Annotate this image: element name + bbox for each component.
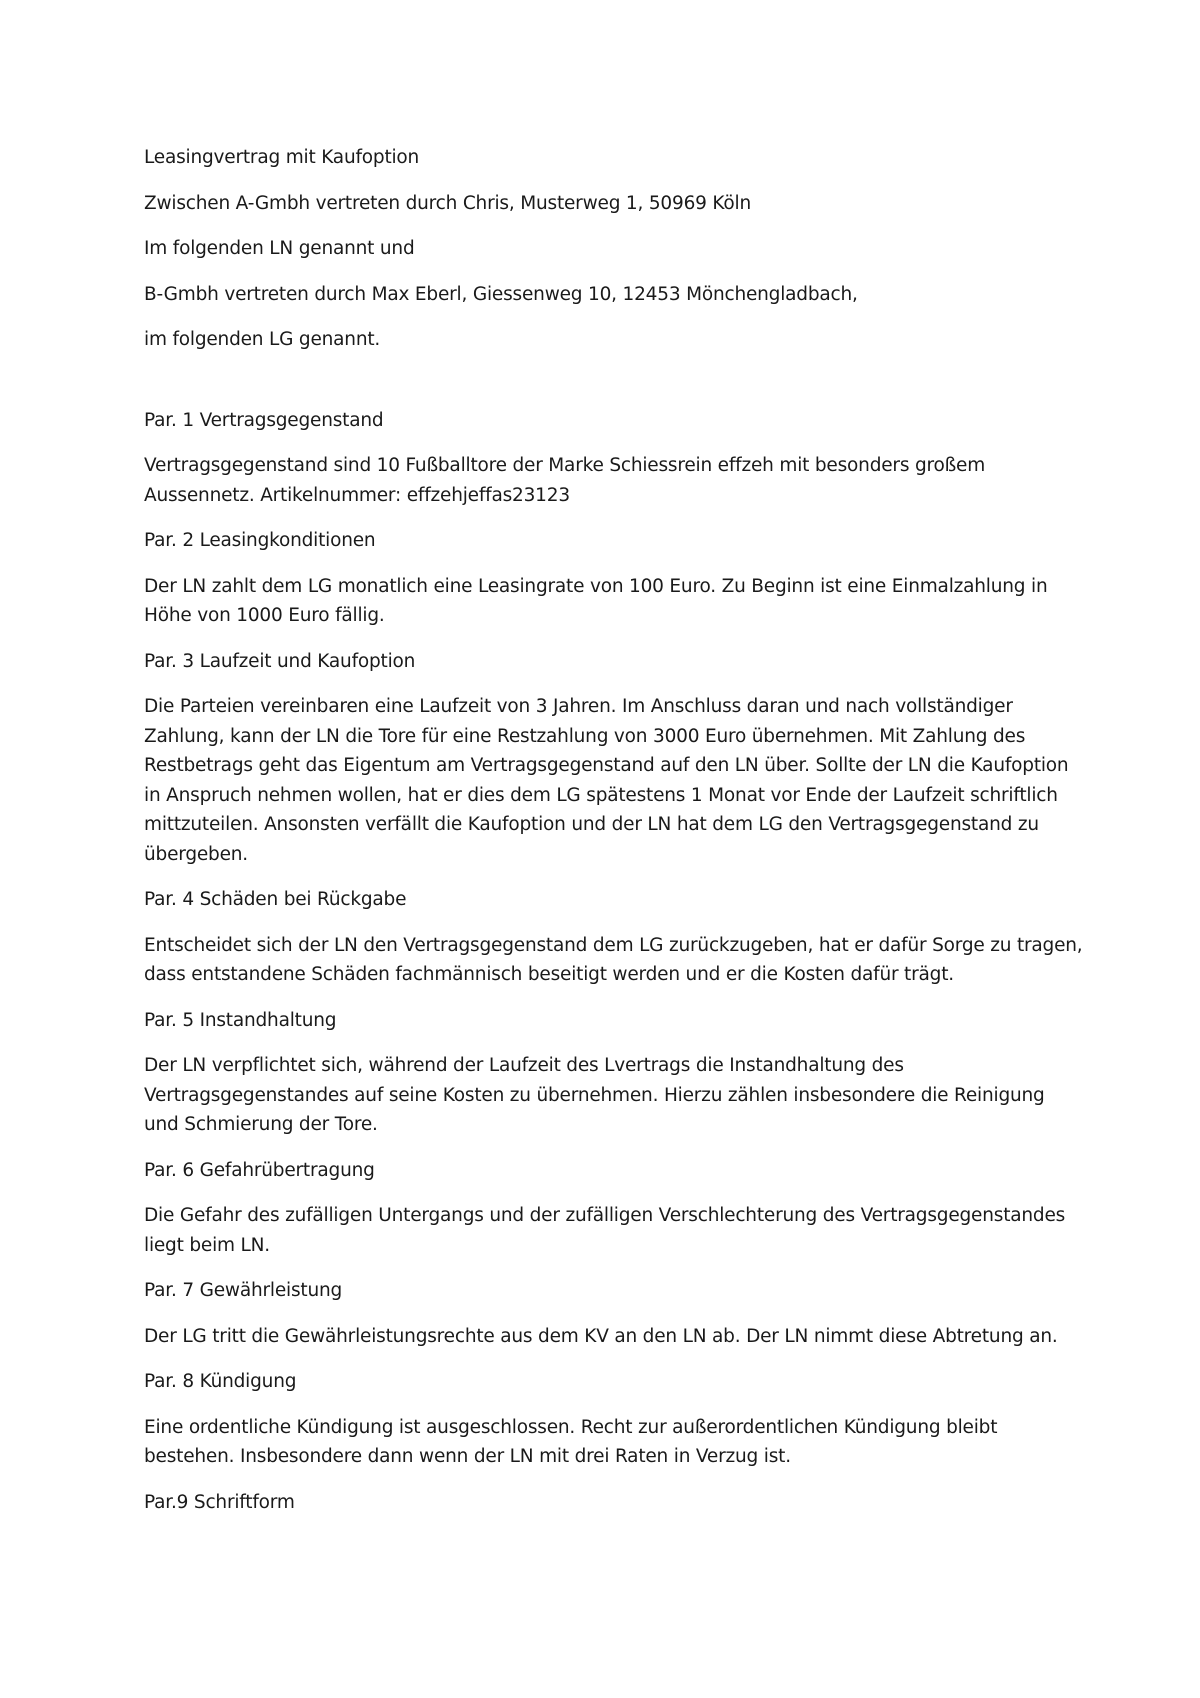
section-body bbox=[144, 451, 1064, 510]
section-heading: Par. 6 Gefahrübertragung bbox=[144, 1159, 375, 1181]
section-body-line: Restbetrags geht das Eigentum am Vertragsgegenstand auf den LN über. Sollte der LN die Kaufoption bbox=[144, 755, 1069, 776]
party-b-role-line: im folgenden LG genannt. bbox=[144, 329, 381, 350]
section-body-line: liegt beim LN. bbox=[144, 1234, 270, 1256]
section-body-line: Der LG tritt die Gewährleistungsrechte aus dem KV an den LN ab. Der LN nimmt diese Abtretung an. bbox=[144, 1325, 1058, 1347]
section-body bbox=[144, 1051, 1064, 1140]
section-body-line: Der LN zahlt dem LG monatlich eine Leasingrate von 100 Euro. Zu Beginn ist eine Einmalzahlung in bbox=[144, 575, 1048, 597]
section-heading: Par. 2 Leasingkonditionen bbox=[144, 530, 376, 551]
section-body bbox=[144, 1413, 1064, 1472]
section-body-line: mittzuteilen. Ansonsten verfällt die Kaufoption und der LN hat dem LG den Vertragsgegenstand zu bbox=[144, 814, 1039, 835]
section-heading: Par. 3 Laufzeit und Kaufoption bbox=[144, 650, 416, 672]
section-body-line: in Anspruch nehmen wollen, hat er dies dem LG spätestens 1 Monat vor Ende der Laufzeit schriftlich bbox=[144, 784, 1058, 806]
section-body-line: übergeben. bbox=[144, 843, 248, 865]
section-body-line: Aussennetz. Artikelnummer: effzehjeffas23123 bbox=[144, 484, 570, 506]
section-body-line: Zahlung, kann der LN die Tore für eine Restzahlung von 3000 Euro übernehmen. Mit Zahlung des bbox=[144, 725, 1026, 747]
section-body bbox=[144, 692, 1069, 869]
section-body-line: Vertragsgegenstandes auf seine Kosten zu übernehmen. Hierzu zählen insbesondere die Reinigung bbox=[144, 1084, 1045, 1106]
section-body bbox=[144, 1322, 1064, 1352]
section-body-line: Vertragsgegenstand sind 10 Fußballtore der Marke Schiessrein effzeh mit besonders großem bbox=[144, 455, 986, 476]
document-page bbox=[144, 143, 1083, 1517]
section-heading: Par. 1 Vertragsgegenstand bbox=[144, 409, 384, 431]
section-body-line: und Schmierung der Tore. bbox=[144, 1114, 378, 1135]
party-a-role-line: Im folgenden LN genannt und bbox=[144, 238, 415, 259]
section-body-line: bestehen. Insbesondere dann wenn der LN mit drei Raten in Verzug ist. bbox=[144, 1446, 791, 1467]
section-heading: Par. 7 Gewährleistung bbox=[144, 1280, 343, 1301]
section-body-line: Die Parteien vereinbaren eine Laufzeit von 3 Jahren. Im Anschluss daran und nach vollständiger bbox=[144, 696, 1013, 717]
section-heading: Par. 4 Schäden bei Rückgabe bbox=[144, 889, 407, 910]
section-heading: Par. 8 Kündigung bbox=[144, 1371, 297, 1392]
party-b-line: B-Gmbh vertreten durch Max Eberl, Giessenweg 10, 12453 Mönchengladbach, bbox=[144, 283, 858, 305]
section-body bbox=[144, 572, 1064, 631]
section-body-line: Höhe von 1000 Euro fällig. bbox=[144, 605, 385, 626]
section-body bbox=[144, 931, 1083, 990]
section-body-line: Die Gefahr des zufälligen Untergangs und der zufälligen Verschlechterung des Vertragsgegenstandes bbox=[144, 1205, 1066, 1226]
section-heading: Par.9 Schriftform bbox=[144, 1491, 295, 1513]
section-body bbox=[144, 1201, 1064, 1260]
section-heading: Par. 5 Instandhaltung bbox=[144, 1009, 337, 1031]
document-title: Leasingvertrag mit Kaufoption bbox=[144, 147, 420, 168]
party-a-line: Zwischen A-Gmbh vertreten durch Chris, Musterweg 1, 50969 Köln bbox=[144, 192, 751, 214]
section-body-line: Der LN verpflichtet sich, während der Laufzeit des Lvertrags die Instandhaltung des bbox=[144, 1055, 904, 1076]
contract-sections bbox=[144, 406, 1083, 1518]
section-body-line: Entscheidet sich der LN den Vertragsgegenstand dem LG zurückzugeben, hat er dafür Sorge zu tragen, bbox=[144, 934, 1083, 956]
section-body-line: dass entstandene Schäden fachmännisch beseitigt werden und er die Kosten dafür trägt. bbox=[144, 964, 954, 985]
section-body-line: Eine ordentliche Kündigung ist ausgeschlossen. Recht zur außerordentlichen Kündigung bleibt bbox=[144, 1416, 998, 1438]
